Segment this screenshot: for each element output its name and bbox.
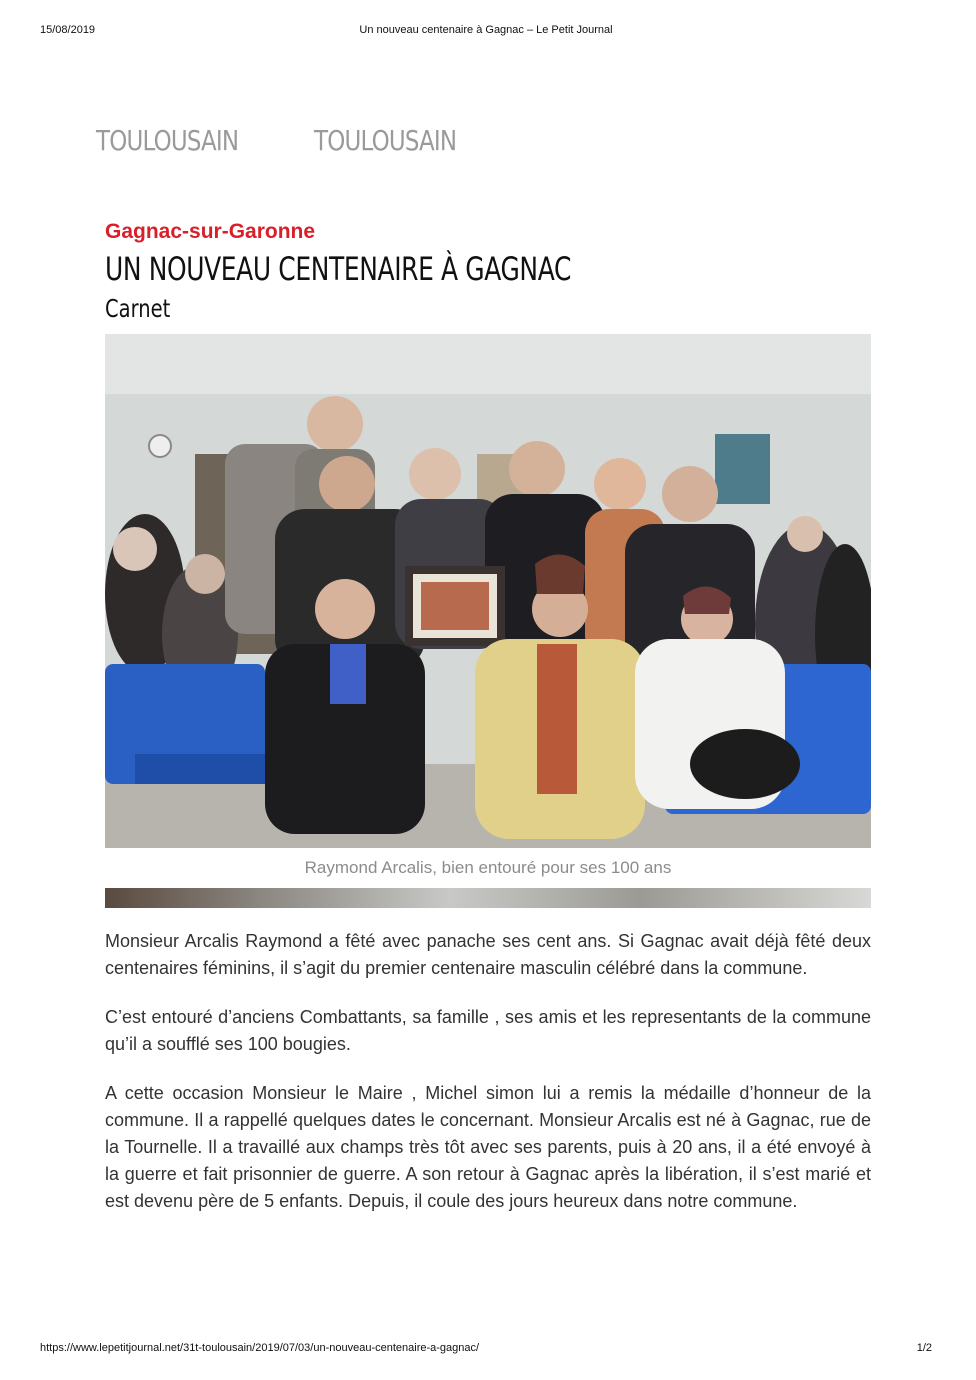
photo-caption: Raymond Arcalis, bien entouré pour ses 100 ans <box>105 848 871 888</box>
article-headline: UN NOUVEAU CENTENAIRE À GAGNAC <box>105 250 571 288</box>
nav-item-toulousain-1[interactable]: TOULOUSAIN <box>96 124 239 157</box>
article-rubric: Carnet <box>105 294 171 323</box>
article-category[interactable]: Gagnac-sur-Garonne <box>105 220 316 243</box>
print-document-title: Un nouveau centenaire à Gagnac – Le Petit Journal <box>359 24 613 36</box>
print-url: https://www.lepetitjournal.net/31t-toulousain/2019/07/03/un-nouveau-centenaire-a-gagnac/ <box>40 1342 480 1354</box>
article-photo <box>105 334 871 848</box>
photo-bottom-strip <box>105 888 871 908</box>
article-paragraph-2: C’est entouré d’anciens Combattants, sa famille , ses amis et les representants de la commune qu’il a soufflé ses 100 bougies. <box>105 1007 871 1054</box>
print-footer <box>40 1342 932 1358</box>
group-photo-illustration <box>105 334 871 848</box>
article-body <box>105 928 871 1237</box>
print-date: 15/08/2019 <box>40 24 96 36</box>
section-nav <box>96 124 474 157</box>
article-paragraph-1: Monsieur Arcalis Raymond a fêté avec panache ses cent ans. Si Gagnac avait déjà fêté deux centenaires féminins, il s’agit du premier centenaire masculin célébré dans la commune. <box>105 931 871 978</box>
article-paragraph-3: A cette occasion Monsieur le Maire , Michel simon lui a remis la médaille d’honneur de la commune. Il a rappellé quelques dates le concernant. Monsieur Arcalis est né à Gagnac, rue de la Tournelle. Il a travaillé aux champs très tôt avec ses parents, puis à 20 ans, il a été envoyé à la guerre et fait prisonnier de guerre. A son retour à Gagnac après la libération, il s’est marié et est devenu père de 5 enfants. Depuis, il coule des jours heureux dans notre commune. <box>105 1083 871 1211</box>
print-header <box>40 24 932 40</box>
nav-item-toulousain-2[interactable]: TOULOUSAIN <box>314 124 457 157</box>
print-page-number: 1/2 <box>916 1342 932 1354</box>
